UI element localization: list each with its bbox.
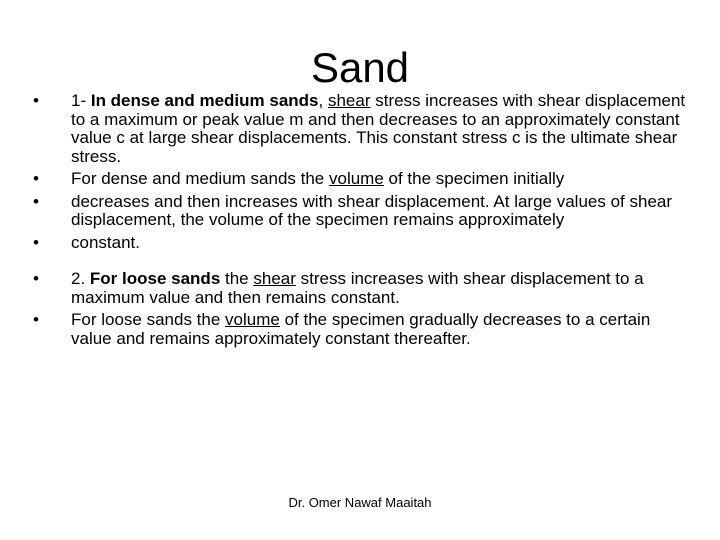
bullet-text: [71, 170, 690, 189]
bullet-bold-text: For loose sands: [89, 269, 221, 288]
bullet-underlined-text: shear: [253, 269, 296, 288]
bullet-text: [71, 311, 690, 348]
bullet-dot: •: [33, 269, 39, 288]
slide-footer-author: Dr. Omer Nawaf Maaitah: [288, 495, 432, 510]
bullet-list: [30, 92, 690, 352]
bullet-lead-text: 2.: [71, 269, 90, 288]
bullet-post-text: of the specimen initially: [383, 169, 565, 188]
slide-title: Sand: [310, 44, 410, 91]
bullet-gap: [30, 256, 690, 270]
bullet-bold-text: In dense and medium sands: [90, 91, 319, 110]
bullet-pre-text: the: [220, 269, 254, 288]
bullet-item: [30, 193, 690, 230]
bullet-item: [30, 92, 690, 166]
bullet-pre-text: ,: [318, 91, 328, 110]
bullet-lead-text: For loose sands the: [71, 310, 226, 329]
bullet-dot: •: [33, 191, 39, 211]
bullet-item: [30, 270, 690, 307]
bullet-item: [30, 170, 690, 189]
bullet-text: [71, 270, 690, 307]
bullet-underlined-text: volume: [328, 169, 384, 188]
bullet-lead-text: 1-: [71, 91, 91, 110]
bullet-text: decreases and then increases with shear displacement. At large values of shear displacement, the volume of the specimen remains approximately: [71, 191, 673, 229]
bullet-post-text: of the specimen gradually decreases to a certain value and remains approximately constant thereafter.: [71, 310, 651, 348]
bullet-text: [71, 92, 690, 166]
bullet-dot: •: [33, 91, 39, 110]
bullet-post-text: stress increases with shear displacement to a maximum or peak value m and then decreases to an approximately constant value c at large shear displacements. This constant stress c is the ultimate shear stress.: [71, 91, 686, 166]
bullet-underlined-text: volume: [225, 310, 280, 329]
bullet-item: [30, 234, 690, 253]
bullet-dot: •: [33, 310, 39, 329]
bullet-item: [30, 311, 690, 348]
bullet-dot: •: [33, 169, 39, 188]
bullet-underlined-text: shear: [327, 91, 371, 110]
bullet-lead-text: For dense and medium sands the: [71, 169, 329, 188]
bullet-post-text: stress increases with shear displacement to a maximum value and then remains constant.: [71, 269, 644, 307]
bullet-dot: •: [33, 232, 39, 252]
bullet-text: constant.: [71, 232, 140, 252]
